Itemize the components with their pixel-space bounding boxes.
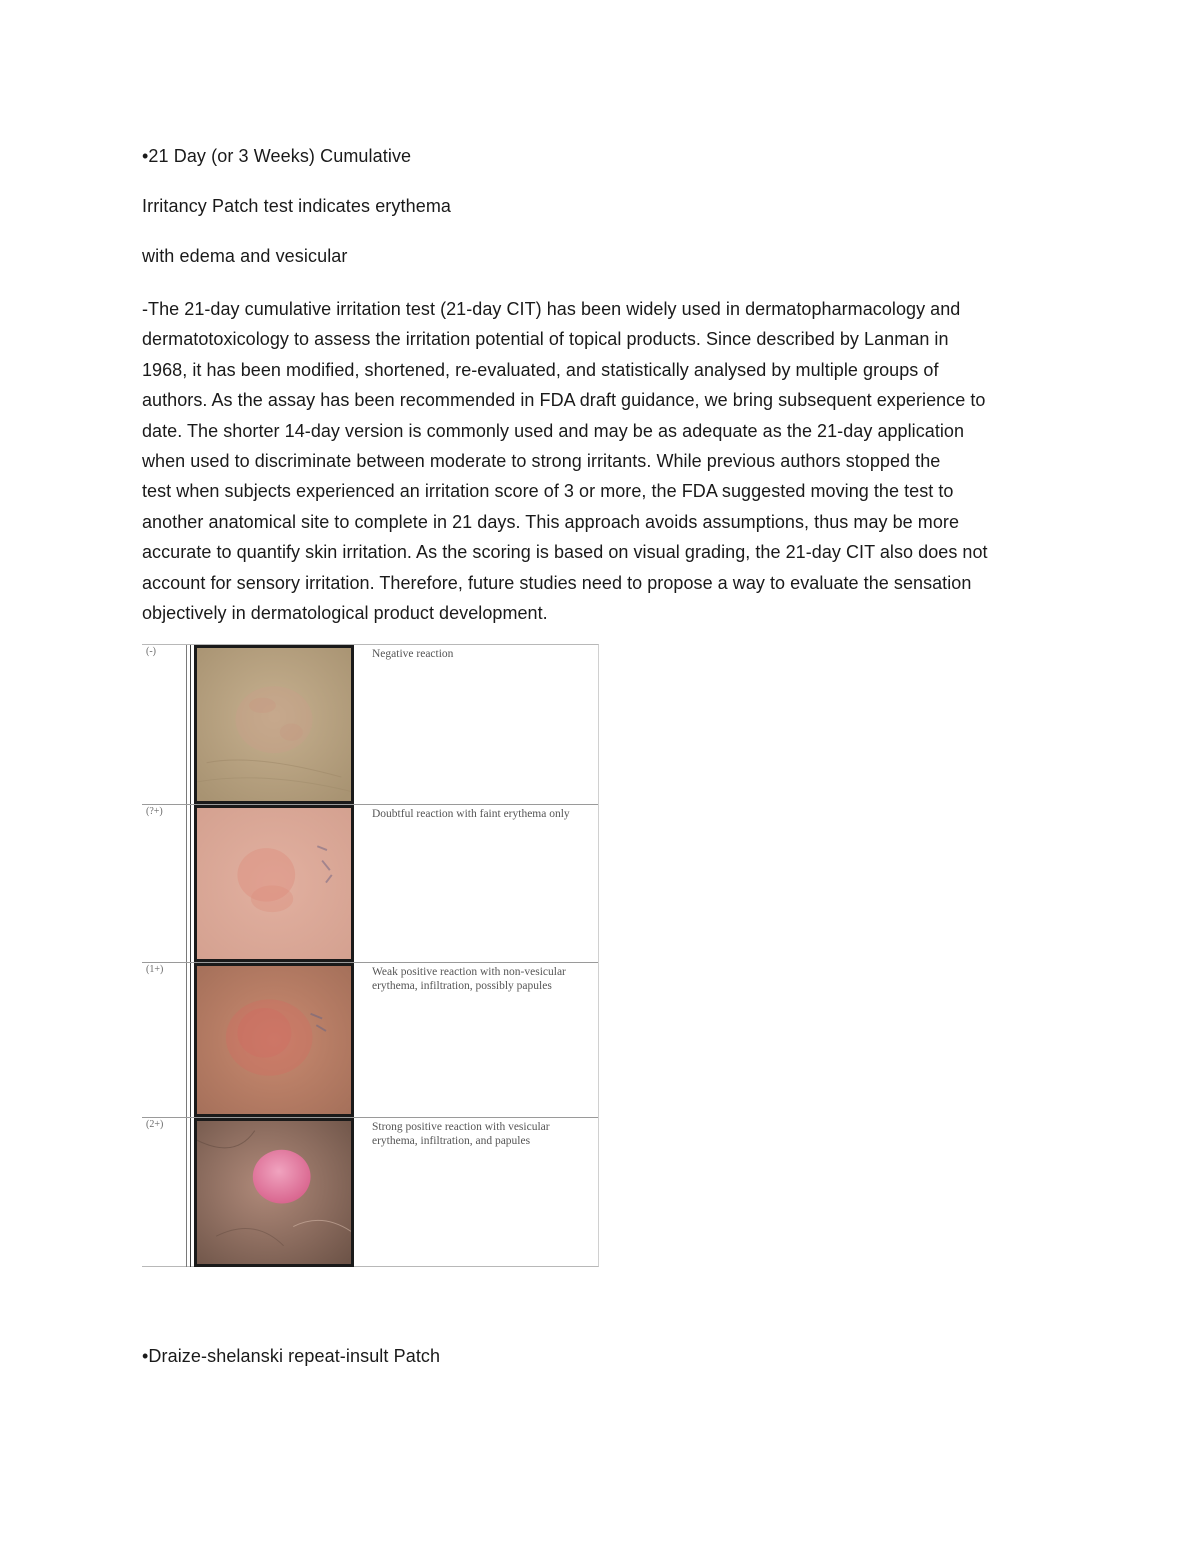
reaction-description: Strong positive reaction with vesicular erythema, infiltration, and papules — [372, 1121, 550, 1147]
table-row — [142, 645, 598, 805]
paragraph-line: dermatotoxicology to assess the irritation potential of topical products. Since described by Lanman in — [142, 329, 949, 350]
column-divider — [186, 963, 187, 1117]
strong-positive-photo — [194, 1118, 354, 1267]
column-divider — [190, 1118, 191, 1267]
column-divider — [186, 805, 187, 962]
table-row — [142, 805, 598, 963]
body-paragraph — [142, 294, 1072, 628]
paragraph-line: test when subjects experienced an irritation score of 3 or more, the FDA suggested moving the test to — [142, 481, 954, 502]
table-row — [142, 963, 598, 1118]
column-divider — [190, 805, 191, 962]
paragraph-line: authors. As the assay has been recommended in FDA draft guidance, we bring subsequent experience to — [142, 390, 986, 411]
section-heading-draize: •Draize-shelanski repeat-insult Patch — [142, 1346, 441, 1366]
grade-label: (?+) — [146, 806, 163, 817]
column-divider — [190, 963, 191, 1117]
paragraph-line: 1968, it has been modified, shortened, re-evaluated, and statistically analysed by multiple groups of — [142, 359, 939, 380]
grade-label: (2+) — [146, 1119, 164, 1130]
table-row — [142, 1118, 598, 1267]
paragraph-line: another anatomical site to complete in 21 days. This approach avoids assumptions, thus may be more — [142, 511, 959, 532]
paragraph-line: -The 21-day cumulative irritation test (21-day CIT) has been widely used in dermatopharmacology and — [142, 299, 961, 319]
reaction-description: Negative reaction — [372, 648, 454, 660]
reaction-description: Weak positive reaction with non-vesicular erythema, infiltration, possibly papules — [372, 966, 566, 992]
paragraph-line: when used to discriminate between moderate to strong irritants. While previous authors stopped the — [142, 450, 941, 471]
section-subheading-irritancy: Irritancy Patch test indicates erythema — [142, 196, 452, 216]
paragraph-line: date. The shorter 14-day version is commonly used and may be as adequate as the 21-day application — [142, 420, 965, 441]
grade-label: (-) — [146, 646, 156, 657]
paragraph-line: objectively in dermatological product development. — [142, 602, 548, 623]
grade-label: (1+) — [146, 964, 164, 975]
reaction-description: Doubtful reaction with faint erythema only — [372, 808, 570, 820]
paragraph-line: account for sensory irritation. Therefore, future studies need to propose a way to evaluate the sensation — [142, 572, 972, 593]
column-divider — [186, 1118, 187, 1267]
column-divider — [190, 645, 191, 804]
doubtful-reaction-photo — [194, 805, 354, 962]
paragraph-line: accurate to quantify skin irritation. As the scoring is based on visual grading, the 21-day CIT also does not — [142, 542, 988, 563]
patch-test-grading-table — [142, 644, 599, 1267]
weak-positive-photo — [194, 963, 354, 1117]
column-divider — [186, 645, 187, 804]
negative-reaction-photo — [194, 645, 354, 804]
section-subheading-edema: with edema and vesicular — [142, 246, 348, 266]
section-heading-21-day: •21 Day (or 3 Weeks) Cumulative — [142, 146, 412, 166]
